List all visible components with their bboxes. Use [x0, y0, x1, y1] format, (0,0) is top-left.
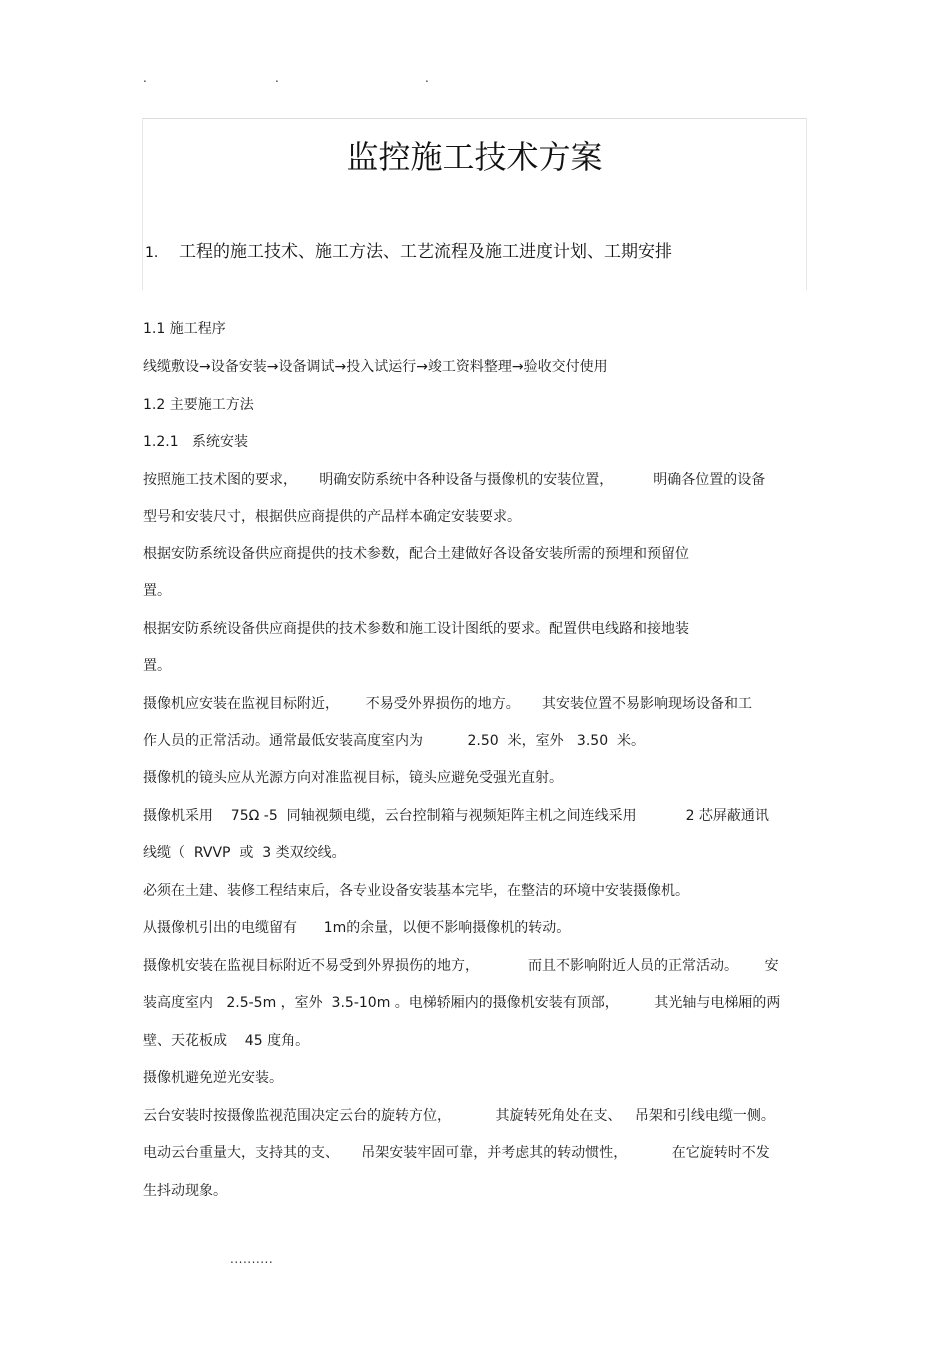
section-heading	[143, 239, 806, 266]
paragraph-line: 生抖动现象。	[143, 1183, 227, 1199]
header-dot: .	[425, 71, 429, 85]
paragraph-line: 置。	[143, 658, 171, 674]
paragraph-line: 必须在土建、装修工程结束后，各专业设备安装基本完毕，在整洁的环境中安装摄像机。	[143, 883, 689, 899]
paragraph-line: 装高度室内 2.5-5m ，室外 3.5-10m 。电梯轿厢内的摄像机安装有顶部， 其光轴与电梯厢的两	[143, 995, 781, 1011]
footer-dots: ..........	[230, 1252, 274, 1266]
paragraph-line: 云台安装时按摄像监视范围决定云台的旋转方位， 其旋转死角处在支、 吊架和引线电缆一侧。	[143, 1108, 775, 1124]
paragraph-line: 根据安防系统设备供应商提供的技术参数，配合土建做好各设备安装所需的预埋和预留位	[143, 546, 689, 562]
header-dot: .	[275, 71, 279, 85]
paragraph-line: 摄像机采用 75Ω -5 同轴视频电缆，云台控制箱与视频矩阵主机之间连线采用 2 芯屏蔽通讯	[143, 808, 769, 824]
paragraph-line: 作人员的正常活动。通常最低安装高度室内为 2.50 米，室外 3.50 米。	[143, 733, 645, 749]
paragraph-line: 线缆（ RVVP 或 3 类双绞线。	[143, 845, 346, 861]
document-title: 监控施工技术方案	[346, 138, 603, 176]
subsection-heading: 1.2.1 系统安装	[143, 434, 248, 450]
paragraph-line: 从摄像机引出的电缆留有 1m的余量，以便不影响摄像机的转动。	[143, 920, 571, 936]
paragraph-line: 摄像机的镜头应从光源方向对准监视目标，镜头应避免受强光直射。	[143, 770, 563, 786]
section-heading-text: 工程的施工技术、施工方法、工艺流程及施工进度计划、工期安排	[179, 242, 672, 262]
paragraph-line: 摄像机安装在监视目标附近不易受到外界损伤的地方， 而且不影响附近人员的正常活动。 安	[143, 958, 779, 974]
paragraph-line: 电动云台重量大，支持其的支、 吊架安装牢固可靠，并考虑其的转动惯性， 在它旋转时不发	[143, 1145, 770, 1161]
paragraph-line: 根据安防系统设备供应商提供的技术参数和施工设计图纸的要求。配置供电线路和接地装	[143, 621, 689, 637]
paragraph-line: 型号和安装尺寸，根据供应商提供的产品样本确定安装要求。	[143, 509, 521, 525]
subsection-heading: 1.2 主要施工方法	[143, 397, 254, 413]
subsection-heading: 1.1 施工程序	[143, 321, 226, 337]
paragraph-line: 按照施工技术图的要求， 明确安防系统中各种设备与摄像机的安装位置， 明确各位置的设备	[143, 472, 766, 488]
paragraph-line: 线缆敷设→设备安装→设备调试→投入试运行→竣工资料整理→验收交付使用	[143, 359, 608, 375]
paragraph-line: 壁、天花板成 45 度角。	[143, 1033, 310, 1049]
paragraph-line: 摄像机避免逆光安装。	[143, 1070, 283, 1086]
paragraph-line: 置。	[143, 583, 171, 599]
section-number: 1.	[145, 245, 159, 261]
title-box	[142, 118, 807, 290]
paragraph-line: 摄像机应安装在监视目标附近， 不易受外界损伤的地方。 其安装位置不易影响现场设备和工	[143, 696, 752, 712]
header-dot: .	[143, 71, 147, 85]
